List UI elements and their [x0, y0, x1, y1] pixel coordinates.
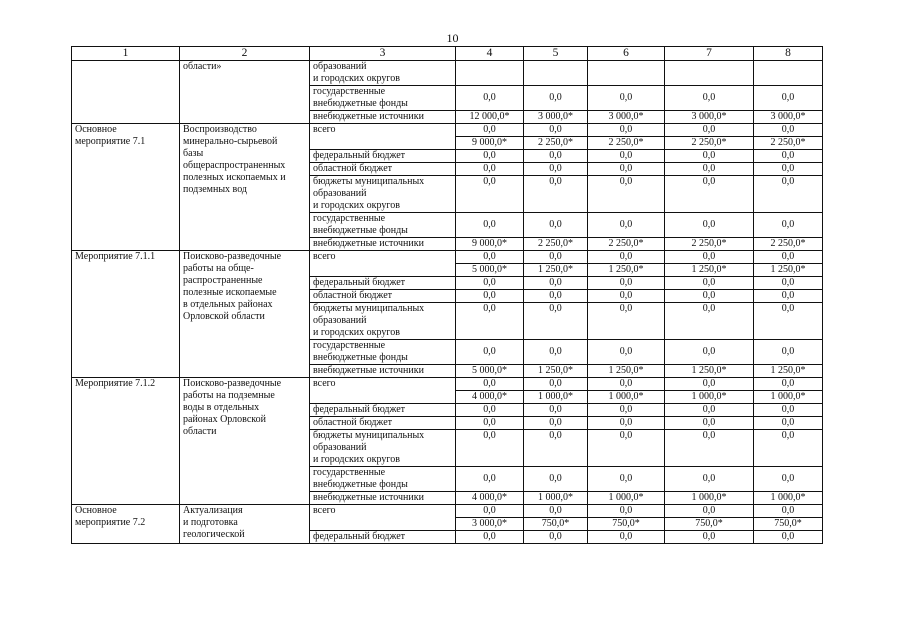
- value-cell: 0,0: [524, 150, 588, 163]
- funding-source-cell: [310, 340, 456, 365]
- value-cell: 0,0: [588, 277, 665, 290]
- funding-source-cell-line: и городских округов: [313, 454, 400, 465]
- activity-description-cell-line: геологической: [183, 529, 245, 540]
- total-value-line: 0,0: [702, 124, 716, 135]
- total-value-cell: [665, 251, 754, 277]
- funding-source-cell: [310, 365, 456, 378]
- value-cell: [754, 61, 823, 86]
- activity-description-cell-line: и подготовка: [183, 517, 238, 528]
- total-value-line: 1 000,0*: [754, 390, 822, 403]
- funding-source-cell-line: бюджеты муниципальных: [313, 176, 425, 187]
- value-cell: 0,0: [456, 86, 524, 111]
- value-cell: 0,0: [588, 340, 665, 365]
- funding-source-cell-line: государственные: [313, 340, 386, 351]
- value-cell: 0,0: [588, 303, 665, 340]
- column-header: 6: [588, 47, 665, 61]
- table-row-total: [72, 251, 823, 277]
- activity-description-cell: [180, 124, 310, 251]
- funding-source-cell-line: федеральный бюджет: [313, 404, 406, 415]
- value-cell: [456, 61, 524, 86]
- funding-source-cell-line: областной бюджет: [313, 417, 393, 428]
- value-cell: 3 000,0*: [665, 111, 754, 124]
- value-cell: 0,0: [456, 150, 524, 163]
- activity-description-cell-line: распространенные: [183, 275, 263, 286]
- value-cell: 1 250,0*: [754, 365, 823, 378]
- activity-description-cell-line: Поисково-разведочные: [183, 378, 282, 389]
- total-value-line: 750,0*: [665, 517, 753, 530]
- value-cell: 0,0: [524, 290, 588, 303]
- value-cell: 0,0: [524, 430, 588, 467]
- funding-source-cell-line: внебюджетные фонды: [313, 352, 408, 363]
- table-body: [72, 47, 823, 544]
- total-value-cell: [456, 505, 524, 531]
- funding-source-cell: [310, 86, 456, 111]
- total-value-line: 0,0: [549, 124, 562, 135]
- total-value-cell: [588, 251, 665, 277]
- value-cell: 0,0: [665, 303, 754, 340]
- funding-source-cell-line: федеральный бюджет: [313, 531, 406, 542]
- activity-description-cell-line: работы на подземные: [183, 390, 275, 401]
- total-value-cell: [588, 124, 665, 150]
- total-value-line: 0,0: [619, 251, 633, 262]
- activity-description-cell-line: области: [183, 426, 217, 437]
- value-cell: 0,0: [456, 404, 524, 417]
- funding-source-cell: [310, 111, 456, 124]
- total-value-cell: [456, 124, 524, 150]
- value-cell: 0,0: [524, 340, 588, 365]
- total-value-cell: [588, 505, 665, 531]
- total-value-line: 0,0: [549, 251, 562, 262]
- activity-description-cell-line: Поисково-разведочные: [183, 251, 282, 262]
- activity-description-cell-line: базы: [183, 148, 204, 159]
- value-cell: 0,0: [754, 303, 823, 340]
- funding-source-cell: [310, 163, 456, 176]
- value-cell: 0,0: [456, 303, 524, 340]
- activity-name-cell-line: Основное: [75, 124, 117, 135]
- funding-source-cell-line: и городских округов: [313, 73, 400, 84]
- value-cell: 0,0: [588, 404, 665, 417]
- value-cell: 0,0: [456, 531, 524, 544]
- value-cell: 0,0: [665, 86, 754, 111]
- value-cell: 0,0: [754, 404, 823, 417]
- total-value-cell: [524, 124, 588, 150]
- total-value-line: 2 250,0*: [665, 136, 753, 149]
- funding-source-cell-line: внебюджетные источники: [313, 238, 424, 249]
- value-cell: 0,0: [588, 430, 665, 467]
- funding-source-cell: [310, 290, 456, 303]
- funding-source-cell-line: внебюджетные источники: [313, 365, 424, 376]
- funding-source-cell: [310, 467, 456, 492]
- value-cell: 0,0: [588, 176, 665, 213]
- total-value-line: 0,0: [549, 505, 562, 516]
- value-cell: 0,0: [754, 150, 823, 163]
- value-cell: 0,0: [524, 86, 588, 111]
- value-cell: [665, 61, 754, 86]
- total-value-line: 5 000,0*: [456, 263, 523, 276]
- funding-source-cell-line: федеральный бюджет: [313, 150, 406, 161]
- value-cell: 0,0: [524, 213, 588, 238]
- value-cell: 0,0: [665, 467, 754, 492]
- value-cell: 0,0: [524, 404, 588, 417]
- total-value-line: 0,0: [483, 124, 496, 135]
- activity-description-cell: [180, 378, 310, 505]
- funding-source-cell: всего: [310, 124, 456, 150]
- value-cell: 1 000,0*: [665, 492, 754, 505]
- column-header: 4: [456, 47, 524, 61]
- value-cell: 0,0: [665, 430, 754, 467]
- value-cell: 0,0: [524, 163, 588, 176]
- value-cell: 0,0: [456, 417, 524, 430]
- activity-description-cell-line: в отдельных районах: [183, 299, 273, 310]
- value-cell: 0,0: [754, 277, 823, 290]
- value-cell: 0,0: [754, 163, 823, 176]
- activity-name-cell-line: мероприятие 7.1: [75, 136, 146, 147]
- activity-name-cell-line: Мероприятие 7.1.1: [75, 251, 156, 262]
- activity-description-cell-line: минерально-сырьевой: [183, 136, 278, 147]
- funding-source-cell: всего: [310, 505, 456, 531]
- total-value-cell: [524, 251, 588, 277]
- page-number: 10: [446, 31, 459, 45]
- value-cell: 0,0: [524, 467, 588, 492]
- funding-source-cell-line: и городских округов: [313, 200, 400, 211]
- value-cell: 0,0: [665, 150, 754, 163]
- value-cell: 0,0: [754, 430, 823, 467]
- funding-source-cell: [310, 404, 456, 417]
- activity-description-cell-line: общераспространенных: [183, 160, 286, 171]
- total-value-cell: [524, 378, 588, 404]
- value-cell: 0,0: [588, 467, 665, 492]
- value-cell: 0,0: [588, 531, 665, 544]
- funding-source-cell-line: государственные: [313, 467, 386, 478]
- value-cell: 0,0: [524, 531, 588, 544]
- funding-source-cell-line: внебюджетные источники: [313, 111, 424, 122]
- funding-source-cell: [310, 213, 456, 238]
- activity-description-cell-line: районах Орловской: [183, 414, 266, 425]
- value-cell: [588, 61, 665, 86]
- value-cell: 1 000,0*: [524, 492, 588, 505]
- funding-source-cell-line: государственные: [313, 213, 386, 224]
- total-value-line: 0,0: [483, 251, 496, 262]
- activity-description-cell-line: Актуализация: [183, 505, 243, 516]
- funding-source-cell: всего: [310, 251, 456, 277]
- total-value-line: 1 250,0*: [524, 263, 587, 276]
- table-row-total: [72, 124, 823, 150]
- value-cell: 0,0: [588, 86, 665, 111]
- total-value-cell: [665, 124, 754, 150]
- value-cell: 0,0: [456, 277, 524, 290]
- total-value-line: 2 250,0*: [524, 136, 587, 149]
- total-value-line: 750,0*: [754, 517, 822, 530]
- value-cell: 9 000,0*: [456, 238, 524, 251]
- value-cell: 1 250,0*: [524, 365, 588, 378]
- total-value-cell: [524, 505, 588, 531]
- funding-source-cell-line: образований: [313, 188, 367, 199]
- value-cell: 2 250,0*: [754, 238, 823, 251]
- column-header: 7: [665, 47, 754, 61]
- total-value-cell: [456, 251, 524, 277]
- value-cell: 0,0: [754, 467, 823, 492]
- value-cell: 0,0: [665, 176, 754, 213]
- value-cell: 2 250,0*: [524, 238, 588, 251]
- activity-name-cell-line: Основное: [75, 505, 117, 516]
- activity-description-cell: области»: [180, 61, 310, 124]
- funding-source-cell: [310, 238, 456, 251]
- total-value-line: 750,0*: [588, 517, 664, 530]
- value-cell: 2 250,0*: [665, 238, 754, 251]
- funding-source-cell: [310, 417, 456, 430]
- total-value-line: 0,0: [781, 124, 795, 135]
- total-value-line: 0,0: [619, 505, 633, 516]
- funding-source-cell: [310, 531, 456, 544]
- funding-source-cell: [310, 492, 456, 505]
- value-cell: 12 000,0*: [456, 111, 524, 124]
- total-value-line: 0,0: [483, 378, 496, 389]
- total-value-line: 0,0: [483, 505, 496, 516]
- value-cell: 0,0: [456, 290, 524, 303]
- value-cell: 0,0: [456, 430, 524, 467]
- value-cell: 0,0: [524, 277, 588, 290]
- activity-name-cell: [72, 124, 180, 251]
- value-cell: 4 000,0*: [456, 492, 524, 505]
- funding-source-cell-line: бюджеты муниципальных: [313, 303, 425, 314]
- activity-description-cell-line: полезные ископаемые: [183, 287, 277, 298]
- column-header: 5: [524, 47, 588, 61]
- activity-name-cell: [72, 61, 180, 124]
- total-value-line: 1 000,0*: [588, 390, 664, 403]
- total-value-line: 1 000,0*: [665, 390, 753, 403]
- total-value-cell: [754, 505, 823, 531]
- table-row-total: [72, 378, 823, 404]
- total-value-line: 1 000,0*: [524, 390, 587, 403]
- value-cell: 0,0: [754, 176, 823, 213]
- funding-source-cell-line: и городских округов: [313, 327, 400, 338]
- activity-description-cell-line: подземных вод: [183, 184, 248, 195]
- total-value-line: 0,0: [549, 378, 562, 389]
- funding-source-cell-line: образований: [313, 315, 367, 326]
- total-value-line: 0,0: [781, 505, 795, 516]
- value-cell: 0,0: [588, 417, 665, 430]
- funding-source-cell-line: бюджеты муниципальных: [313, 430, 425, 441]
- column-header: 8: [754, 47, 823, 61]
- total-value-cell: [754, 378, 823, 404]
- total-value-line: 0,0: [619, 378, 633, 389]
- value-cell: 0,0: [665, 404, 754, 417]
- funding-source-cell-line: внебюджетные фонды: [313, 98, 408, 109]
- value-cell: 0,0: [754, 290, 823, 303]
- value-cell: 0,0: [754, 531, 823, 544]
- value-cell: 1 000,0*: [588, 492, 665, 505]
- value-cell: 0,0: [524, 303, 588, 340]
- value-cell: 0,0: [754, 213, 823, 238]
- total-value-line: 1 250,0*: [588, 263, 664, 276]
- total-value-line: 2 250,0*: [588, 136, 664, 149]
- value-cell: 1 000,0*: [754, 492, 823, 505]
- value-cell: 0,0: [665, 163, 754, 176]
- activity-description-cell-line: Орловской области: [183, 311, 265, 322]
- column-header: 3: [310, 47, 456, 61]
- value-cell: 0,0: [754, 417, 823, 430]
- value-cell: 1 250,0*: [588, 365, 665, 378]
- table-row: [72, 61, 823, 86]
- column-header: 2: [180, 47, 310, 61]
- funding-source-cell: [310, 176, 456, 213]
- total-value-line: 0,0: [702, 505, 716, 516]
- value-cell: 0,0: [456, 213, 524, 238]
- total-value-line: 1 250,0*: [665, 263, 753, 276]
- activity-name-cell-line: Мероприятие 7.1.2: [75, 378, 156, 389]
- total-value-cell: [456, 378, 524, 404]
- funding-source-cell: всего: [310, 378, 456, 404]
- value-cell: 0,0: [665, 290, 754, 303]
- value-cell: 1 250,0*: [665, 365, 754, 378]
- column-header: 1: [72, 47, 180, 61]
- funding-source-cell-line: государственные: [313, 86, 386, 97]
- funding-source-cell: [310, 277, 456, 290]
- value-cell: 2 250,0*: [588, 238, 665, 251]
- total-value-cell: [754, 251, 823, 277]
- value-cell: 5 000,0*: [456, 365, 524, 378]
- funding-source-cell-line: областной бюджет: [313, 290, 393, 301]
- total-value-line: 2 250,0*: [754, 136, 822, 149]
- table-row-total: [72, 505, 823, 531]
- value-cell: 0,0: [754, 86, 823, 111]
- value-cell: 0,0: [456, 176, 524, 213]
- total-value-line: 0,0: [702, 251, 716, 262]
- value-cell: 0,0: [665, 340, 754, 365]
- value-cell: [524, 61, 588, 86]
- activity-name-cell: [72, 505, 180, 544]
- value-cell: 3 000,0*: [588, 111, 665, 124]
- value-cell: 3 000,0*: [754, 111, 823, 124]
- activity-description-cell-line: Воспроизводство: [183, 124, 257, 135]
- total-value-line: 0,0: [619, 124, 633, 135]
- total-value-cell: [665, 505, 754, 531]
- total-value-cell: [754, 124, 823, 150]
- total-value-cell: [665, 378, 754, 404]
- value-cell: 0,0: [665, 531, 754, 544]
- funding-source-cell: [310, 430, 456, 467]
- value-cell: 0,0: [588, 163, 665, 176]
- activity-description-cell-line: полезных ископаемых и: [183, 172, 286, 183]
- activity-name-cell: [72, 378, 180, 505]
- total-value-cell: [588, 378, 665, 404]
- funding-source-cell: [310, 303, 456, 340]
- activity-description-cell: [180, 251, 310, 378]
- value-cell: 0,0: [665, 277, 754, 290]
- funding-source-cell-line: образований: [313, 61, 367, 72]
- total-value-line: 9 000,0*: [456, 136, 523, 149]
- activity-description-cell: [180, 505, 310, 544]
- total-value-line: 1 250,0*: [754, 263, 822, 276]
- activity-name-cell-line: мероприятие 7.2: [75, 517, 146, 528]
- funding-source-cell: [310, 61, 456, 86]
- total-value-line: 3 000,0*: [456, 517, 523, 530]
- funding-source-cell-line: внебюджетные фонды: [313, 479, 408, 490]
- total-value-line: 4 000,0*: [456, 390, 523, 403]
- value-cell: 0,0: [588, 213, 665, 238]
- value-cell: 0,0: [524, 417, 588, 430]
- funding-source-cell: [310, 150, 456, 163]
- funding-source-cell-line: федеральный бюджет: [313, 277, 406, 288]
- funding-source-cell-line: областной бюджет: [313, 163, 393, 174]
- total-value-line: 0,0: [702, 378, 716, 389]
- value-cell: 0,0: [588, 150, 665, 163]
- activity-name-cell: [72, 251, 180, 378]
- funding-source-cell-line: внебюджетные фонды: [313, 225, 408, 236]
- activity-description-cell-line: работы на обще-: [183, 263, 254, 274]
- value-cell: 0,0: [456, 163, 524, 176]
- column-number-row: [72, 47, 823, 61]
- value-cell: 0,0: [524, 176, 588, 213]
- value-cell: 0,0: [456, 467, 524, 492]
- funding-source-cell-line: внебюджетные источники: [313, 492, 424, 503]
- value-cell: 0,0: [456, 340, 524, 365]
- budget-table: [71, 46, 823, 544]
- value-cell: 0,0: [754, 340, 823, 365]
- funding-source-cell-line: образований: [313, 442, 367, 453]
- value-cell: 0,0: [665, 417, 754, 430]
- value-cell: 0,0: [588, 290, 665, 303]
- value-cell: 3 000,0*: [524, 111, 588, 124]
- total-value-line: 750,0*: [524, 517, 587, 530]
- total-value-line: 0,0: [781, 378, 795, 389]
- value-cell: 0,0: [665, 213, 754, 238]
- activity-description-cell-line: воды в отдельных: [183, 402, 260, 413]
- total-value-line: 0,0: [781, 251, 795, 262]
